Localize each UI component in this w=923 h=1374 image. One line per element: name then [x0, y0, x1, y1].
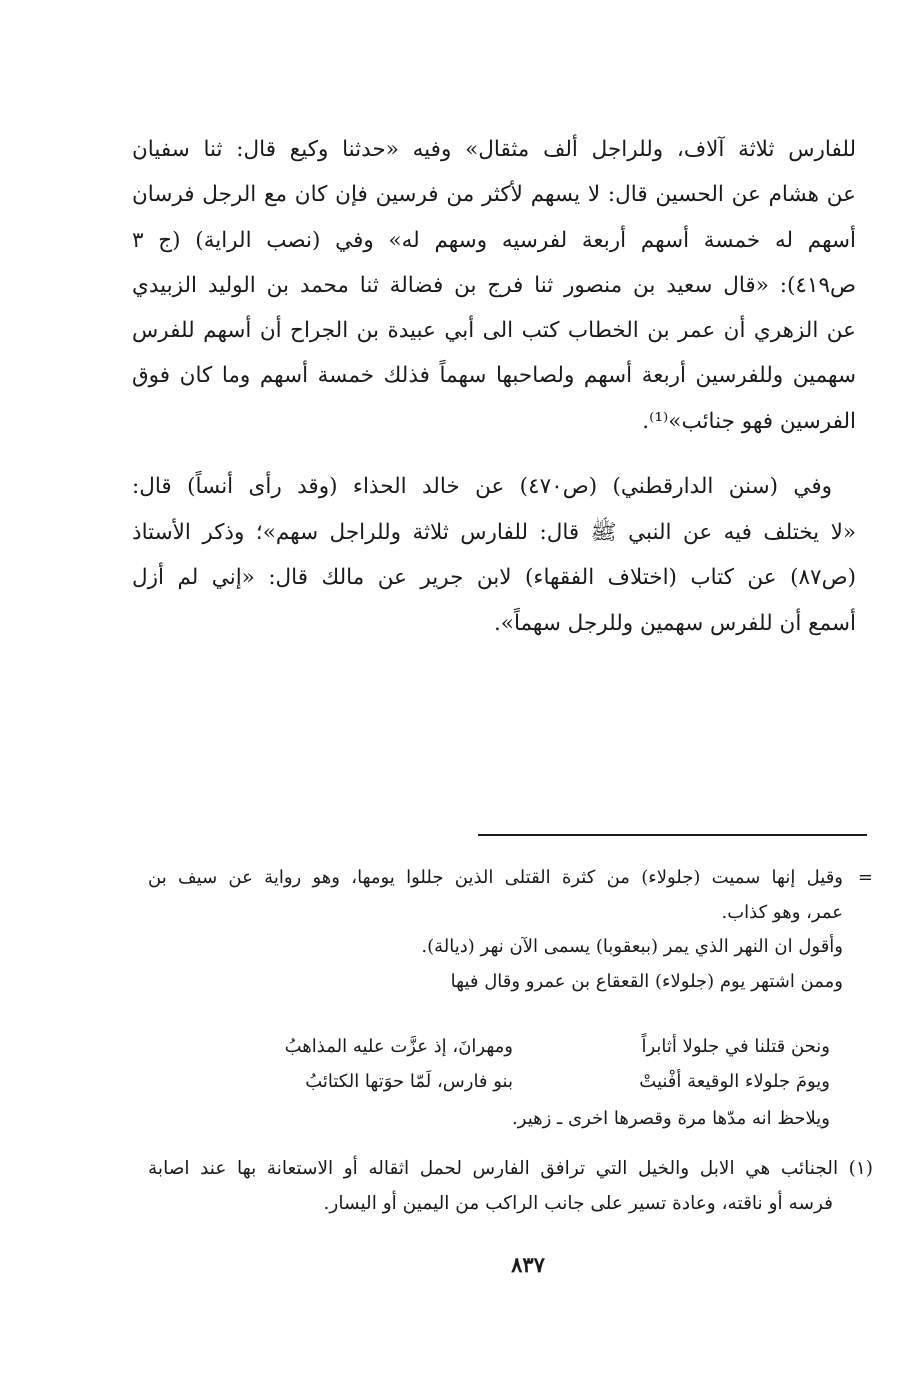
poem-note: [130, 1102, 830, 1136]
text-line: الفرسين فهو جنائب»⁽¹⁾.: [642, 408, 856, 434]
footnote-line: (١) الجنائب هي الابل والخيل التي ترافق الفارس لحمل اثقاله أو الاستعانة بها عند اصابة: [148, 1158, 873, 1179]
footnote-continuation: [148, 861, 873, 999]
poem-intro: وممن اشتهر يوم (جلولاء) القعقاع بن عمرو وقال فيها: [450, 970, 843, 992]
main-paragraph-1: [132, 127, 856, 444]
text-line: ص٤١٩): «قال سعيد بن منصور ثنا فرج بن فضالة ثنا محمد بن الوليد الزبيدي: [132, 272, 856, 298]
text-line: أسمع أن للفرس سهمين وللرجل سهماً».: [493, 610, 856, 636]
footnote-line: فرسه أو ناقته، وعادة تسير على جانب الراكب من اليمين أو اليسار.: [323, 1193, 833, 1214]
footnote-separator: [478, 834, 867, 836]
river-note: وأقول ان النهر الذي يمر (ببعقوبا) يسمى الآن نهر (ديالة).: [421, 936, 843, 957]
main-paragraph-2: [132, 464, 856, 646]
footnote-1: [148, 1151, 873, 1221]
footnote-line: عمر، وهو كذاب.: [721, 901, 843, 923]
text-line: «لا يختلف فيه عن النبي ﷺ قال: للفارس ثلاثة وللراجل سهم»؛ وذكر الأستاذ: [132, 519, 856, 545]
text-line: (ص٨٧) عن كتاب (اختلاف الفقهاء) لابن جرير عن مالك قال: «إني لم أزل: [132, 565, 856, 590]
poem-verse-2-second: بنو فارس، لَمّا حوَتها الكتائبُ: [305, 1071, 513, 1092]
text-line: سهمين وللفرسين أربعة أسهم ولصاحبها سهماً فذلك خمسة أسهم وما كان فوق: [132, 363, 856, 389]
footnote-line: ويلاحظ انه مدّها مرة وقصرها اخرى ـ زهير.: [512, 1108, 830, 1129]
page-number: ٨٣٧: [511, 1252, 545, 1277]
poem-verse-2-first: ويومَ جلولاء الوقيعة أفْنيتْ: [639, 1071, 830, 1092]
text-line: عن هشام عن الحسين قال: لا يسهم لأكثر من فرسين فإن كان مع الرجل فرسان: [132, 182, 856, 208]
continuation-mark: =: [857, 867, 873, 888]
text-line: للفارس ثلاثة آلاف، وللراجل ألف مثقال» وفيه «حدثنا وكيع قال: ثنا سفيان: [132, 137, 856, 162]
poem-verse-1-first: ونحن قتلنا في جلولا أثابراً: [641, 1036, 830, 1057]
text-line: أسهم له خمسة أسهم أربعة لفرسيه وسهم له» وفي (نصب الراية) (ج ٣: [132, 227, 856, 253]
poem-verse-1-second: ومهرانَ، إذ عزَّت عليه المذاهبُ: [284, 1036, 513, 1057]
text-line: وفي (سنن الدارقطني) (ص٤٧٠) عن خالد الحذاء (وقد رأى أنساً) قال:: [132, 474, 832, 499]
footnote-line: وقيل إنها سميت (جلولاء) من كثرة القتلى الذين جللوا يومها، وهو رواية عن سيف بن: [148, 867, 843, 888]
text-line: عن الزهري أن عمر بن الخطاب كتب الى أبي عبيدة بن الجراح أن أسهم للفرس: [132, 318, 856, 344]
